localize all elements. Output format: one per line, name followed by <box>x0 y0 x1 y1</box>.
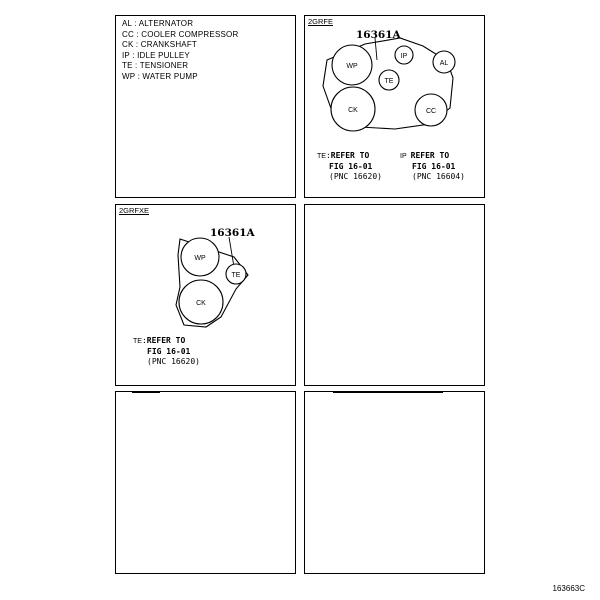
reference-line-3: (PNC 16620) <box>329 172 382 181</box>
empty-panel-middle-right <box>304 204 485 386</box>
part-number-leader <box>229 237 234 267</box>
legend-item: IP : IDLE PULLEY <box>122 50 190 60</box>
belt-diagram-2grfxe-panel <box>115 204 296 386</box>
pulley-wp-label: WP <box>346 63 358 70</box>
pulley-ck-label: CK <box>348 107 358 114</box>
reference-line-2: FIG 16-01 <box>412 162 456 171</box>
reference-line-3: (PNC 16604) <box>412 172 465 181</box>
illustration-code: 163663C <box>552 584 585 593</box>
legend-item: AL : ALTERNATOR <box>122 19 194 28</box>
reference-tag: TE <box>317 153 326 160</box>
reference-note-te <box>133 336 200 367</box>
pulley-wp-label: WP <box>194 255 206 262</box>
reference-colon: : <box>141 336 147 345</box>
reference-tag: IP <box>400 153 407 160</box>
reference-note-ip <box>400 151 465 182</box>
pulley-al-label: AL <box>439 60 449 67</box>
part-number-label: 16361A <box>210 227 255 239</box>
legend-item: CC : COOLER COMPRESSOR <box>122 29 239 39</box>
reference-note-te <box>317 151 382 182</box>
engine-label: 2GRFE <box>308 17 334 26</box>
reference-line-3: (PNC 16620) <box>147 357 200 366</box>
belt-diagram-2grfe-panel <box>304 15 485 198</box>
part-number-label: 16361A <box>356 29 401 41</box>
reference-line-2: FIG 16-01 <box>147 347 191 356</box>
legend-item: WP : WATER PUMP <box>122 71 198 81</box>
pulley-cc-label: CC <box>425 108 437 115</box>
reference-line-2: FIG 16-01 <box>329 162 373 171</box>
empty-panel-bottom-left <box>115 391 296 574</box>
pulley-ck-label: CK <box>196 300 206 307</box>
reference-tag: TE <box>133 338 142 345</box>
pulley-ip-label: IP <box>400 53 408 60</box>
header-stub-line <box>333 392 443 393</box>
reference-line-1: REFER TO <box>410 151 450 160</box>
reference-line-1: REFER TO <box>330 151 370 160</box>
header-stub-line <box>132 392 160 393</box>
legend-item: TE : TENSIONER <box>122 61 189 70</box>
legend-item: CK : CRANKSHAFT <box>122 40 198 49</box>
empty-panel-bottom-right <box>304 391 485 574</box>
abbreviation-legend <box>122 19 238 82</box>
legend-panel <box>115 15 296 198</box>
reference-line-1: REFER TO <box>146 336 186 345</box>
pulley-te-label: TE <box>231 272 241 279</box>
reference-colon: : <box>325 151 331 160</box>
engine-label: 2GRFXE <box>119 206 150 215</box>
pulley-te-label: TE <box>384 78 394 85</box>
part-number-leader <box>375 38 377 60</box>
